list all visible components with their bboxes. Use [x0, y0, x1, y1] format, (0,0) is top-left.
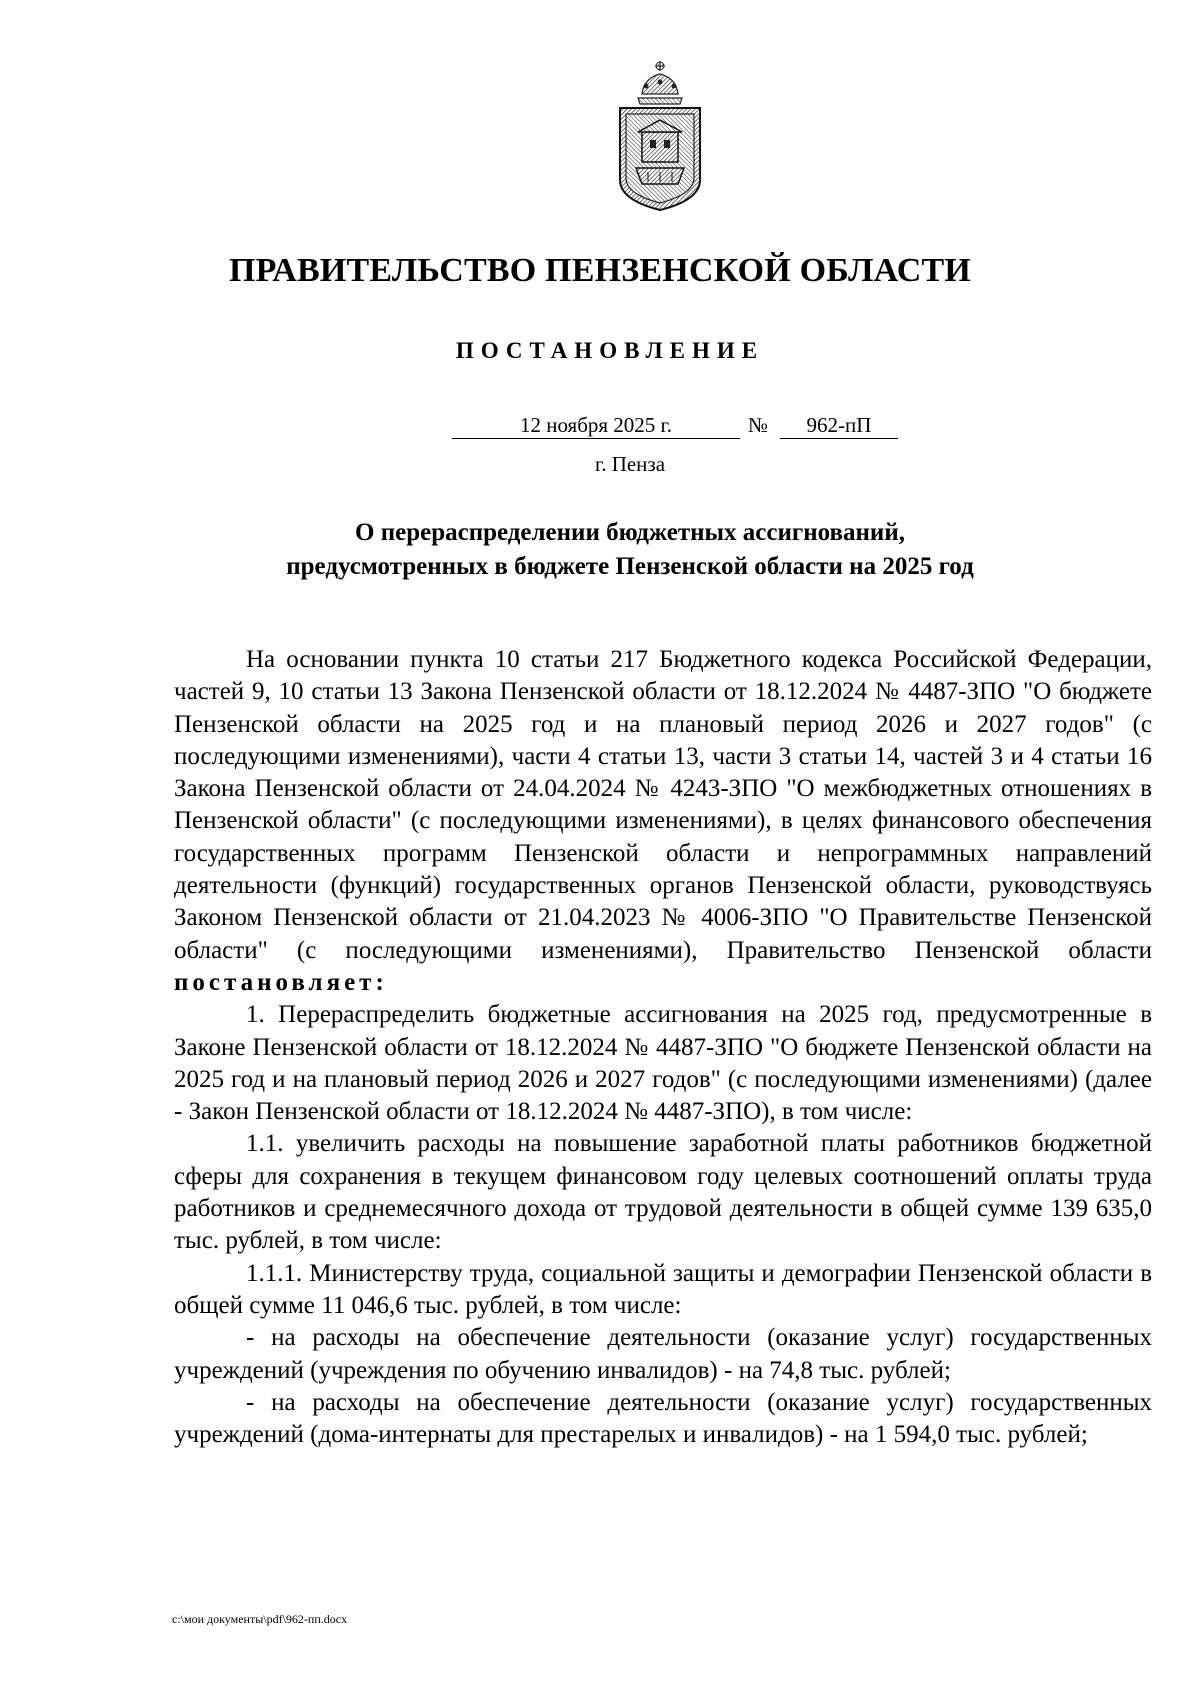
body-paragraph-1: 1. Перераспределить бюджетные ассигнования на 2025 год, предусмотренные в Законе Пензенской области от 18.12.2024 № 4487-ЗПО "О бюджете Пензенской области на 2025 год и на плановый период 2026 и 2027 годов" (с последующими изменениями) (далее - Закон Пензенской области от 18.12.2024 № 4487-ЗПО), в том числе:	[174, 1001, 1152, 1126]
number-sign: №	[748, 413, 769, 437]
document-type-heading: ПОСТАНОВЛЕНИЕ	[455, 338, 765, 363]
body-paragraph-preamble	[174, 644, 1152, 999]
body-list-item-1: - на расходы на обеспечение деятельности (оказание услуг) государственных учреждений (учреждения по обучению инвалидов) - на 74,8 тыс. рублей;	[174, 1324, 1152, 1384]
subject-line-2: предусмотренных в бюджете Пензенской области на 2025 год	[286, 553, 974, 580]
body-paragraph-1-1-1: 1.1.1. Министерству труда, социальной защиты и демографии Пензенской области в общей сумме 11 046,6 тыс. рублей, в том числе:	[174, 1259, 1152, 1319]
document-number: 962-пП	[780, 412, 898, 439]
city-name: г. Пенза	[594, 452, 666, 476]
body-list-item-2: - на расходы на обеспечение деятельности (оказание услуг) государственных учреждений (дома-интернаты для престарелых и инвалидов) - на 1 594,0 тыс. рублей;	[174, 1388, 1152, 1449]
document-body	[174, 644, 1152, 1451]
body-paragraph-1-1: 1.1. увеличить расходы на повышение заработной платы работников бюджетной сферы для сохранения в текущем финансовом году целевых соотношений оплаты труда работников и среднемесячного дохода от трудовой деятельности в общей сумме 139 635,0 тыс. рублей, в том числе:	[174, 1130, 1152, 1255]
decree-word: постановляет:	[174, 968, 388, 996]
subject-line-1: О перераспределении бюджетных ассигнований,	[355, 519, 905, 546]
footer-file-path: c:\мои документы\pdf\962-пп.docx	[172, 1612, 348, 1626]
document-date: 12 ноября 2025 г.	[452, 412, 740, 439]
preamble-text: На основании пункта 10 статьи 217 Бюджетного кодекса Российской Федерации, частей 9, 10 статьи 13 Закона Пензенской области от 18.12.2024 № 4487-ЗПО "О бюджете Пензенской области на 2025 год и на плановый период 2026 и 2027 годов" (с последующими изменениями), части 4 статьи 13, части 3 статьи 14, частей 3 и 4 статьи 16 Закона Пензенской области от 24.04.2024 № 4243-ЗПО "О межбюджетных отношениях в Пензенской области" (с последующими изменениями), в целях финансового обеспечения государственных программ Пензенской области и непрограммных направлений деятельности (функций) государственных органов Пензенской области, руководствуясь Законом Пензенской области от 21.04.2023 № 4006-ЗПО "О Правительстве Пензенской области" (с последующими изменениями), Правительство Пензенской области	[174, 646, 1152, 964]
document-subject	[0, 516, 1200, 584]
organization-title: ПРАВИТЕЛЬСТВО ПЕНЗЕНСКОЙ ОБЛАСТИ	[228, 252, 971, 289]
coat-of-arms-emblem	[612, 60, 708, 212]
